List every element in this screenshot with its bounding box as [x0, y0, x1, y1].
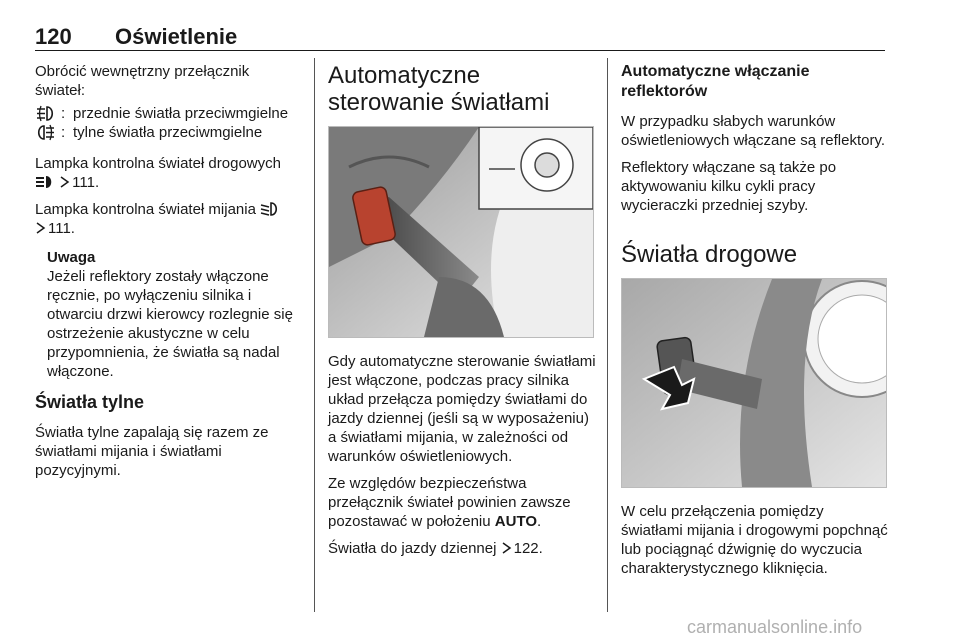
light-switch-illustration [329, 127, 593, 337]
page-reference-icon [501, 542, 512, 554]
page-reference[interactable]: 122. [513, 540, 543, 557]
page-title: Oświetlenie [115, 24, 238, 49]
high-beam-switch-paragraph: W celu przełączenia pomiędzy światłami mijania i drogowymi popchnąć lub pociągnąć dźwignię do wyczucia charakterystycznego kliknięcia. [621, 503, 888, 577]
front-fog-light-icon [35, 105, 57, 122]
punctuation: . [537, 513, 542, 530]
high-beam-paragraph [35, 154, 303, 192]
intro-text: Obrócić wewnętrzny przełącznik świateł: [35, 63, 250, 99]
low-beam-text: Lampka kontrolna świateł mijania [35, 201, 256, 218]
high-beam-icon [35, 175, 55, 189]
auto-lights-paragraph: Gdy automatyczne sterowanie światłami jest włączone, podczas pracy silnika układ przełącza pomiędzy światłami do jazdy dziennej (jeśli są w wyposażeniu) a światłami mijania, w zależności od warunków oświetleniowych. [328, 353, 596, 465]
definition-colon: : [61, 124, 66, 141]
section-heading-auto-headlights: Automatyczne włączanie reflektorów [621, 63, 810, 100]
page-reference[interactable]: 111. [72, 174, 100, 191]
definition-rear-fog [35, 123, 303, 142]
column-divider [607, 58, 608, 612]
column-middle [328, 62, 596, 558]
column-left [35, 62, 303, 480]
note-title: Uwaga [47, 249, 96, 266]
rear-lights-text: Światła tylne zapalają się razem ze światłami mijania i światłami pozycyjnymi. [35, 424, 269, 479]
light-switch-photo [328, 126, 594, 338]
section-heading-high-beam: Światła drogowe [621, 241, 798, 268]
high-beam-lever-photo [621, 278, 887, 488]
column-divider [314, 58, 315, 612]
drl-paragraph [328, 539, 596, 558]
high-beam-lever-illustration [622, 279, 886, 487]
section-heading-rear-lights: Światła tylne [35, 392, 145, 412]
definition-text: tylne światła przeciwmgielne [73, 124, 263, 141]
definition-colon: : [61, 105, 66, 122]
rear-fog-light-icon [35, 124, 57, 141]
note-text: Jeżeli reflektory zostały włączone ręcznie, po wyłączeniu silnika i otwarciu drzwi kierowcy rozlegnie się ostrzeżenie akustyczne w celu przypomnienia, że światła są nadal włączone. [47, 268, 293, 380]
section-heading-auto-lights: Automatyczne sterowanie światłami [328, 62, 550, 116]
watermark: carmanualsonline.info [687, 617, 863, 637]
page-reference[interactable]: 111. [48, 220, 75, 237]
auto-position-paragraph [328, 474, 596, 531]
auto-headlights-paragraph: W przypadku słabych warunków oświetleniowych włączane są reflektory. [621, 113, 886, 149]
definition-front-fog [35, 104, 303, 123]
wiper-headlights-paragraph: Reflektory włączane są także po aktywowaniu kilku cykli pracy wycieraczki przedniej szyby. [621, 159, 837, 214]
auto-position-text: Ze względów bezpieczeństwa przełącznik świateł powinien zawsze pozostawać w położeniu [328, 475, 571, 530]
column-right [621, 62, 889, 578]
page-header [35, 24, 885, 51]
page-number: 120 [35, 24, 72, 49]
high-beam-text: Lampka kontrolna świateł drogowych [35, 155, 281, 172]
page-reference-icon [35, 222, 46, 234]
auto-position-label: AUTO [494, 513, 538, 530]
low-beam-paragraph [35, 200, 303, 238]
low-beam-icon [260, 202, 280, 216]
definition-text: przednie światła przeciwmgielne [73, 105, 289, 122]
drl-text: Światła do jazdy dziennej [328, 540, 497, 557]
note-box [35, 248, 303, 381]
page-reference-icon [59, 176, 70, 188]
